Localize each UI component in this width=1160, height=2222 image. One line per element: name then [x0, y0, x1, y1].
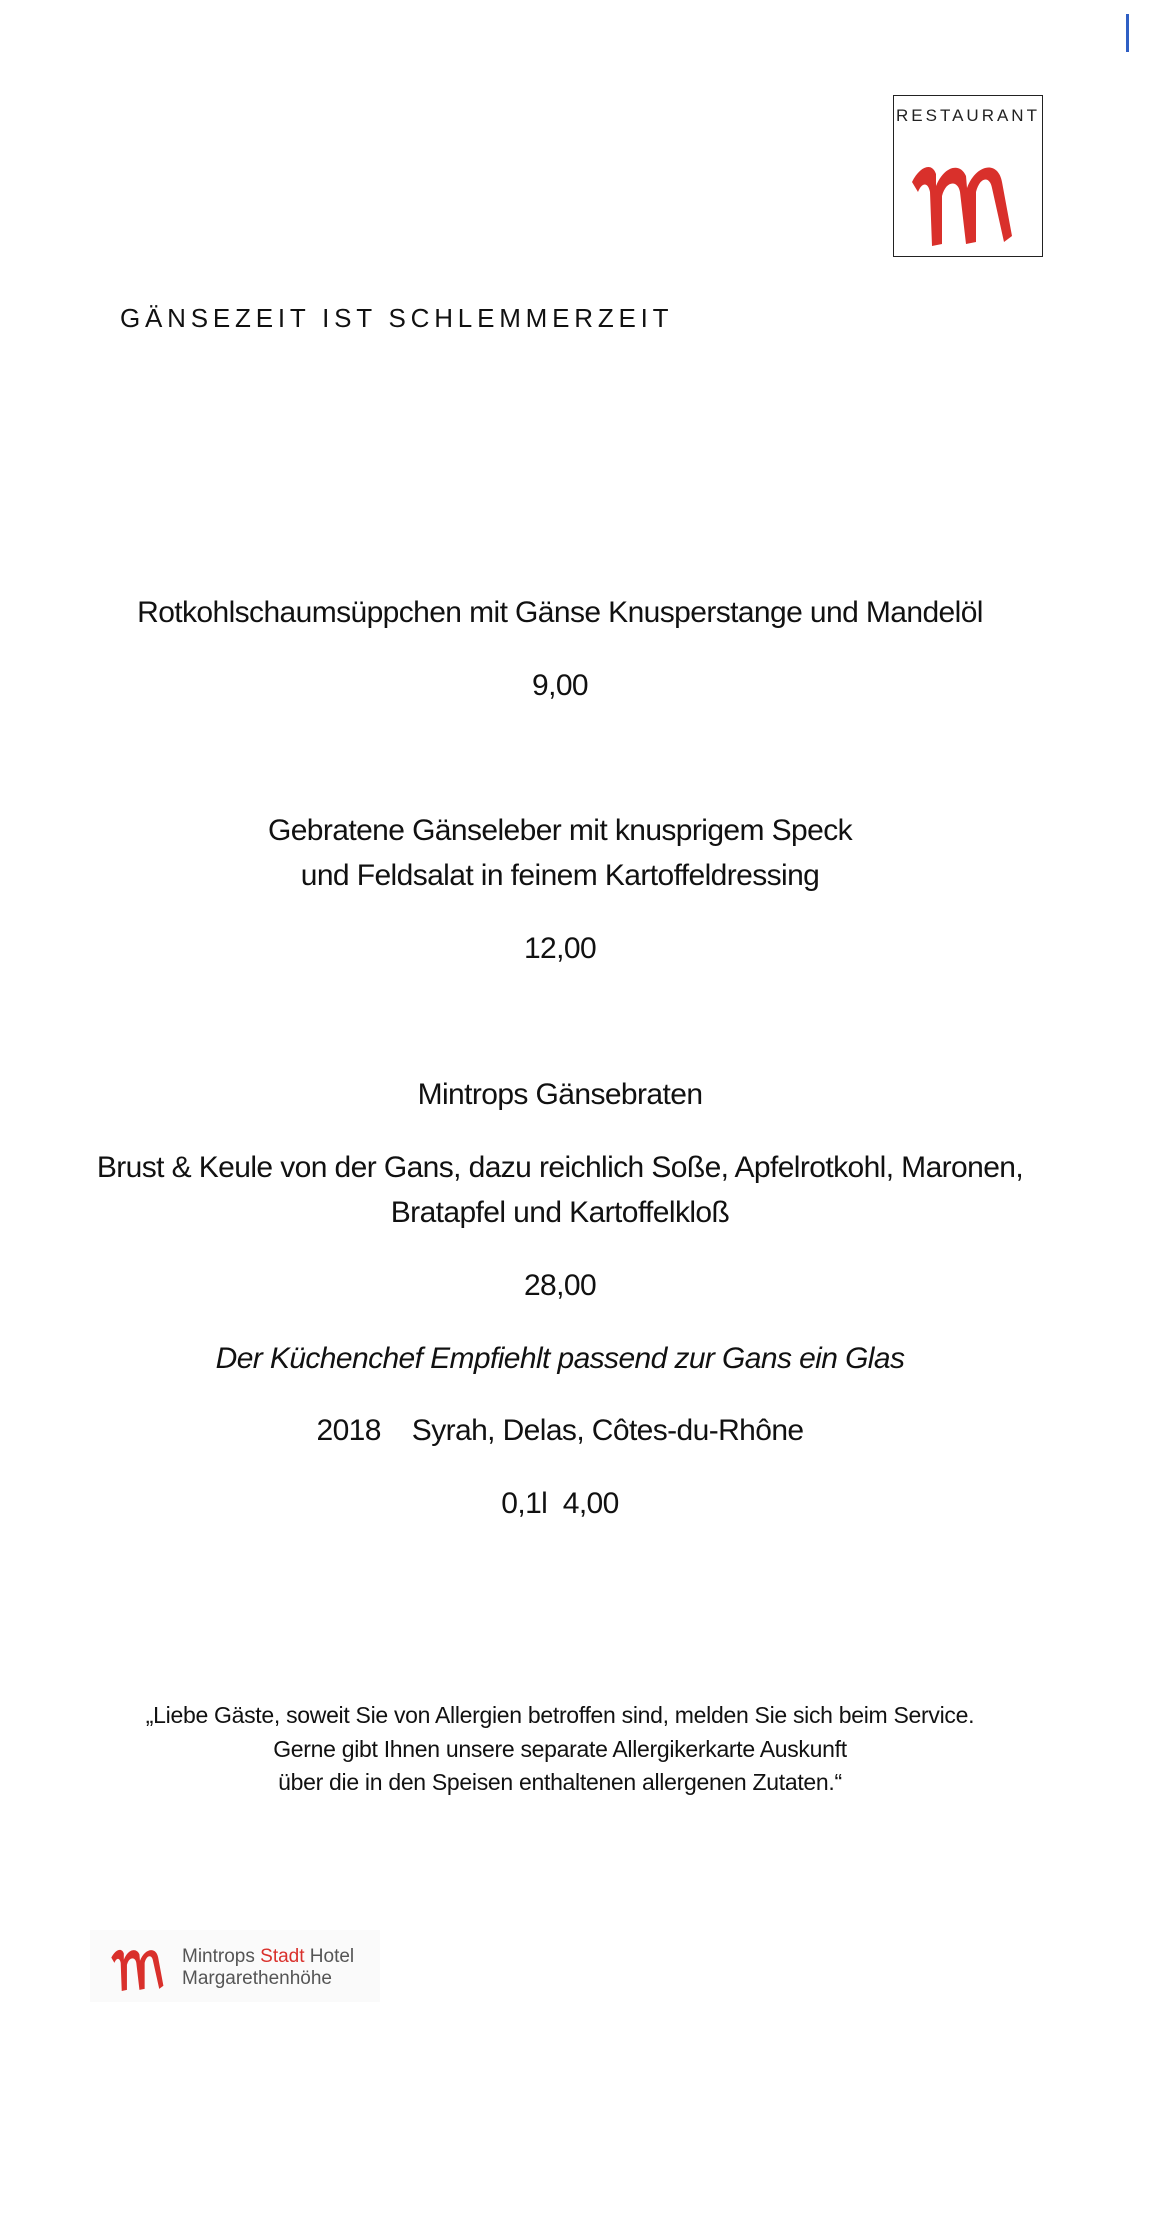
restaurant-logo: [893, 95, 1043, 257]
item1-price: 9,00: [532, 669, 588, 702]
allergy-note-line3: über die in den Speisen enthaltenen allergenen Zutaten.“: [278, 1769, 842, 1795]
brand-word-3: Hotel: [309, 1946, 355, 1967]
item3-title: Mintrops Gänsebraten: [417, 1078, 703, 1111]
wine-line: [60, 1414, 1060, 1448]
hotel-logo-text: [182, 1946, 354, 1990]
chef-recommendation: Der Küchenchef Empfiehlt passend zur Gans ein Glas: [215, 1342, 905, 1375]
text-cursor-indicator: [1126, 14, 1129, 52]
wine-price-line: [60, 1487, 1060, 1521]
item3-price: 28,00: [523, 1269, 597, 1302]
item1-name: Rotkohlschaumsüppchen mit Gänse Knusperstange und Mandelöl: [137, 596, 983, 629]
item2-line2: und Feldsalat in feinem Kartoffeldressing: [300, 859, 820, 892]
allergy-note-line2: Gerne gibt Ihnen unsere separate Allergikerkarte Auskunft: [273, 1736, 847, 1762]
item3-line2: Bratapfel und Kartoffelkloß: [390, 1196, 730, 1229]
hotel-logo: [90, 1930, 380, 2002]
wine-year: 2018: [316, 1414, 381, 1447]
wine-price: 4,00: [562, 1487, 619, 1520]
brand-word-2: Stadt: [260, 1946, 305, 1967]
logo-word: RESTAURANT: [896, 106, 1040, 125]
m-logo-icon: [906, 152, 1032, 248]
brand-word-1: Mintrops: [182, 1946, 255, 1967]
item2-line1: Gebratene Gänseleber mit knusprigem Speck: [267, 814, 853, 847]
allergy-note-line1: „Liebe Gäste, soweit Sie von Allergien betroffen sind, melden Sie sich beim Service.: [145, 1702, 975, 1728]
m-logo-small-icon: [108, 1942, 174, 1992]
item3-line1: Brust & Keule von der Gans, dazu reichlich Soße, Apfelrotkohl, Maronen,: [96, 1151, 1024, 1184]
wine-volume: 0,1l: [501, 1487, 548, 1520]
brand-line-2: Margarethenhöhe: [182, 1968, 332, 1989]
wine-name: Syrah, Delas, Côtes-du-Rhône: [411, 1414, 804, 1447]
menu-headline: GÄNSEZEIT IST SCHLEMMERZEIT: [120, 303, 674, 333]
item2-price: 12,00: [523, 932, 597, 965]
